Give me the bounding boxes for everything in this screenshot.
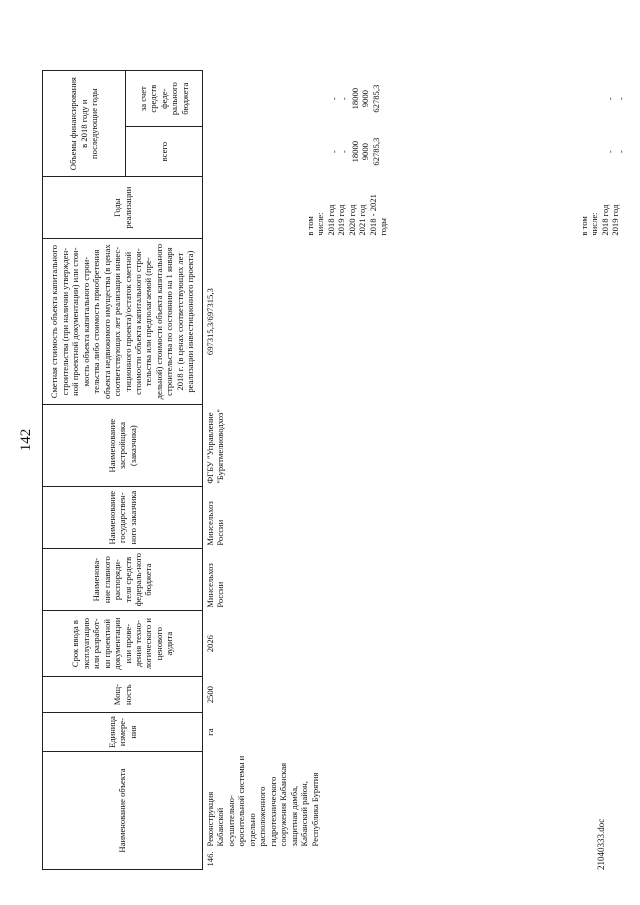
breakdown-b-federal: - <box>605 97 616 101</box>
header-years: Годы реализации <box>43 177 203 239</box>
breakdown-a-year: 2021 год <box>357 204 368 236</box>
breakdown-a-label: в том числе: <box>305 212 326 236</box>
header-object-name: Наименование объекта <box>43 752 203 870</box>
header-customer: Наименование государствен-ного заказчика <box>43 487 203 549</box>
header-total: всего <box>126 127 203 177</box>
object-name-cell <box>203 752 629 870</box>
breakdown-b-year: 2019 год <box>610 204 621 236</box>
breakdown-b-label: в том числе: <box>578 212 600 236</box>
years-cell <box>203 177 629 239</box>
federal-cell <box>203 71 629 127</box>
header-federal: за счет средств феде-рального бюджета <box>126 71 203 127</box>
commissioning-cell: 2026 <box>205 635 215 653</box>
header-unit: Единица измере-ния <box>43 713 203 752</box>
breakdown-a-year: 2020 год <box>346 204 357 236</box>
breakdown-b-total: - <box>615 150 626 154</box>
breakdown-a-total: 18000 <box>349 140 360 163</box>
header-commissioning: Срок ввода в эксплуатацию или разработ-ки проектной документации или прове-дения техно-логического и ценового аудита <box>43 611 203 677</box>
breakdown-a-year: 2018 год <box>325 204 336 236</box>
header-developer: Наименование застройщика (заказчика) <box>43 405 203 487</box>
page-number: 142 <box>18 428 34 452</box>
breakdown-a-total: 9000 <box>360 143 371 161</box>
breakdown-a-federal: - <box>339 97 350 101</box>
header-financing: Объемы финансирования в 2018 году и последующие годы <box>43 71 126 177</box>
breakdown-a-year: 2019 год <box>336 204 347 236</box>
table-row <box>203 71 629 870</box>
breakdown-b-federal: - <box>615 97 626 101</box>
unit-cell: га <box>205 728 215 736</box>
header-chief-manager: Наименова-ние главного распоряди-теля средств федераль-ного бюджета <box>43 549 203 611</box>
total-cell <box>203 127 629 177</box>
years-period: 2018 - 2021 годы <box>367 194 389 236</box>
rotated-page <box>14 10 626 870</box>
federal-sum: 62785,3 <box>370 84 381 113</box>
breakdown-a-total: - <box>339 150 350 154</box>
estimated-cost-cell: 697315,3/697315,3 <box>205 288 215 356</box>
breakdown-a-federal: 18000 <box>349 87 360 110</box>
customer-cell: Минсельхоз России <box>205 501 226 546</box>
total-sum: 62785,3 <box>370 137 381 166</box>
breakdown-b-total: - <box>605 150 616 154</box>
breakdown-b-year: 2018 год <box>599 204 610 236</box>
breakdown-a-total: - <box>329 150 339 154</box>
breakdown-a-federal: 9000 <box>360 90 371 108</box>
header-estimated-cost: Сметная стоимость объекта капитального строительства (при наличии утвержден-ной проектной документации) или стои-мость объекта капитального строи-тельства либо стоимость приобретения объекта недвижимого имущества (в ценах соответствующих лет реализации инвес-тиционного проекта)/остаток сметной стоимости объекта капитального строи-тельства или предполагаемой (пре-дельной) стоимости объекта капитального строительства по состоянию на 1 января 2018 г. (в ценах соответствующих лет реализации инвестиционного проекта) <box>43 239 203 405</box>
row-number: 146. <box>205 851 215 867</box>
object-name: Реконструкция Кабанской осушительно-оросительной системы и отдельно расположенного гидротехнического сооружения Кабанская защитная дамба, Кабанский район, Республика Бурятия <box>205 755 320 847</box>
header-capacity: Мощ-ность <box>43 677 203 713</box>
breakdown-a-federal: - <box>329 97 339 101</box>
capacity-cell: 2500 <box>205 686 215 704</box>
developer-cell: ФГБУ "Управление "Бурятмелиоводхоз" <box>205 409 226 484</box>
financing-table <box>42 70 628 870</box>
footer-filename: 21040333.doc <box>596 818 606 870</box>
chief-manager-cell: Минсельхоз России <box>205 563 226 608</box>
header-row <box>43 71 126 870</box>
